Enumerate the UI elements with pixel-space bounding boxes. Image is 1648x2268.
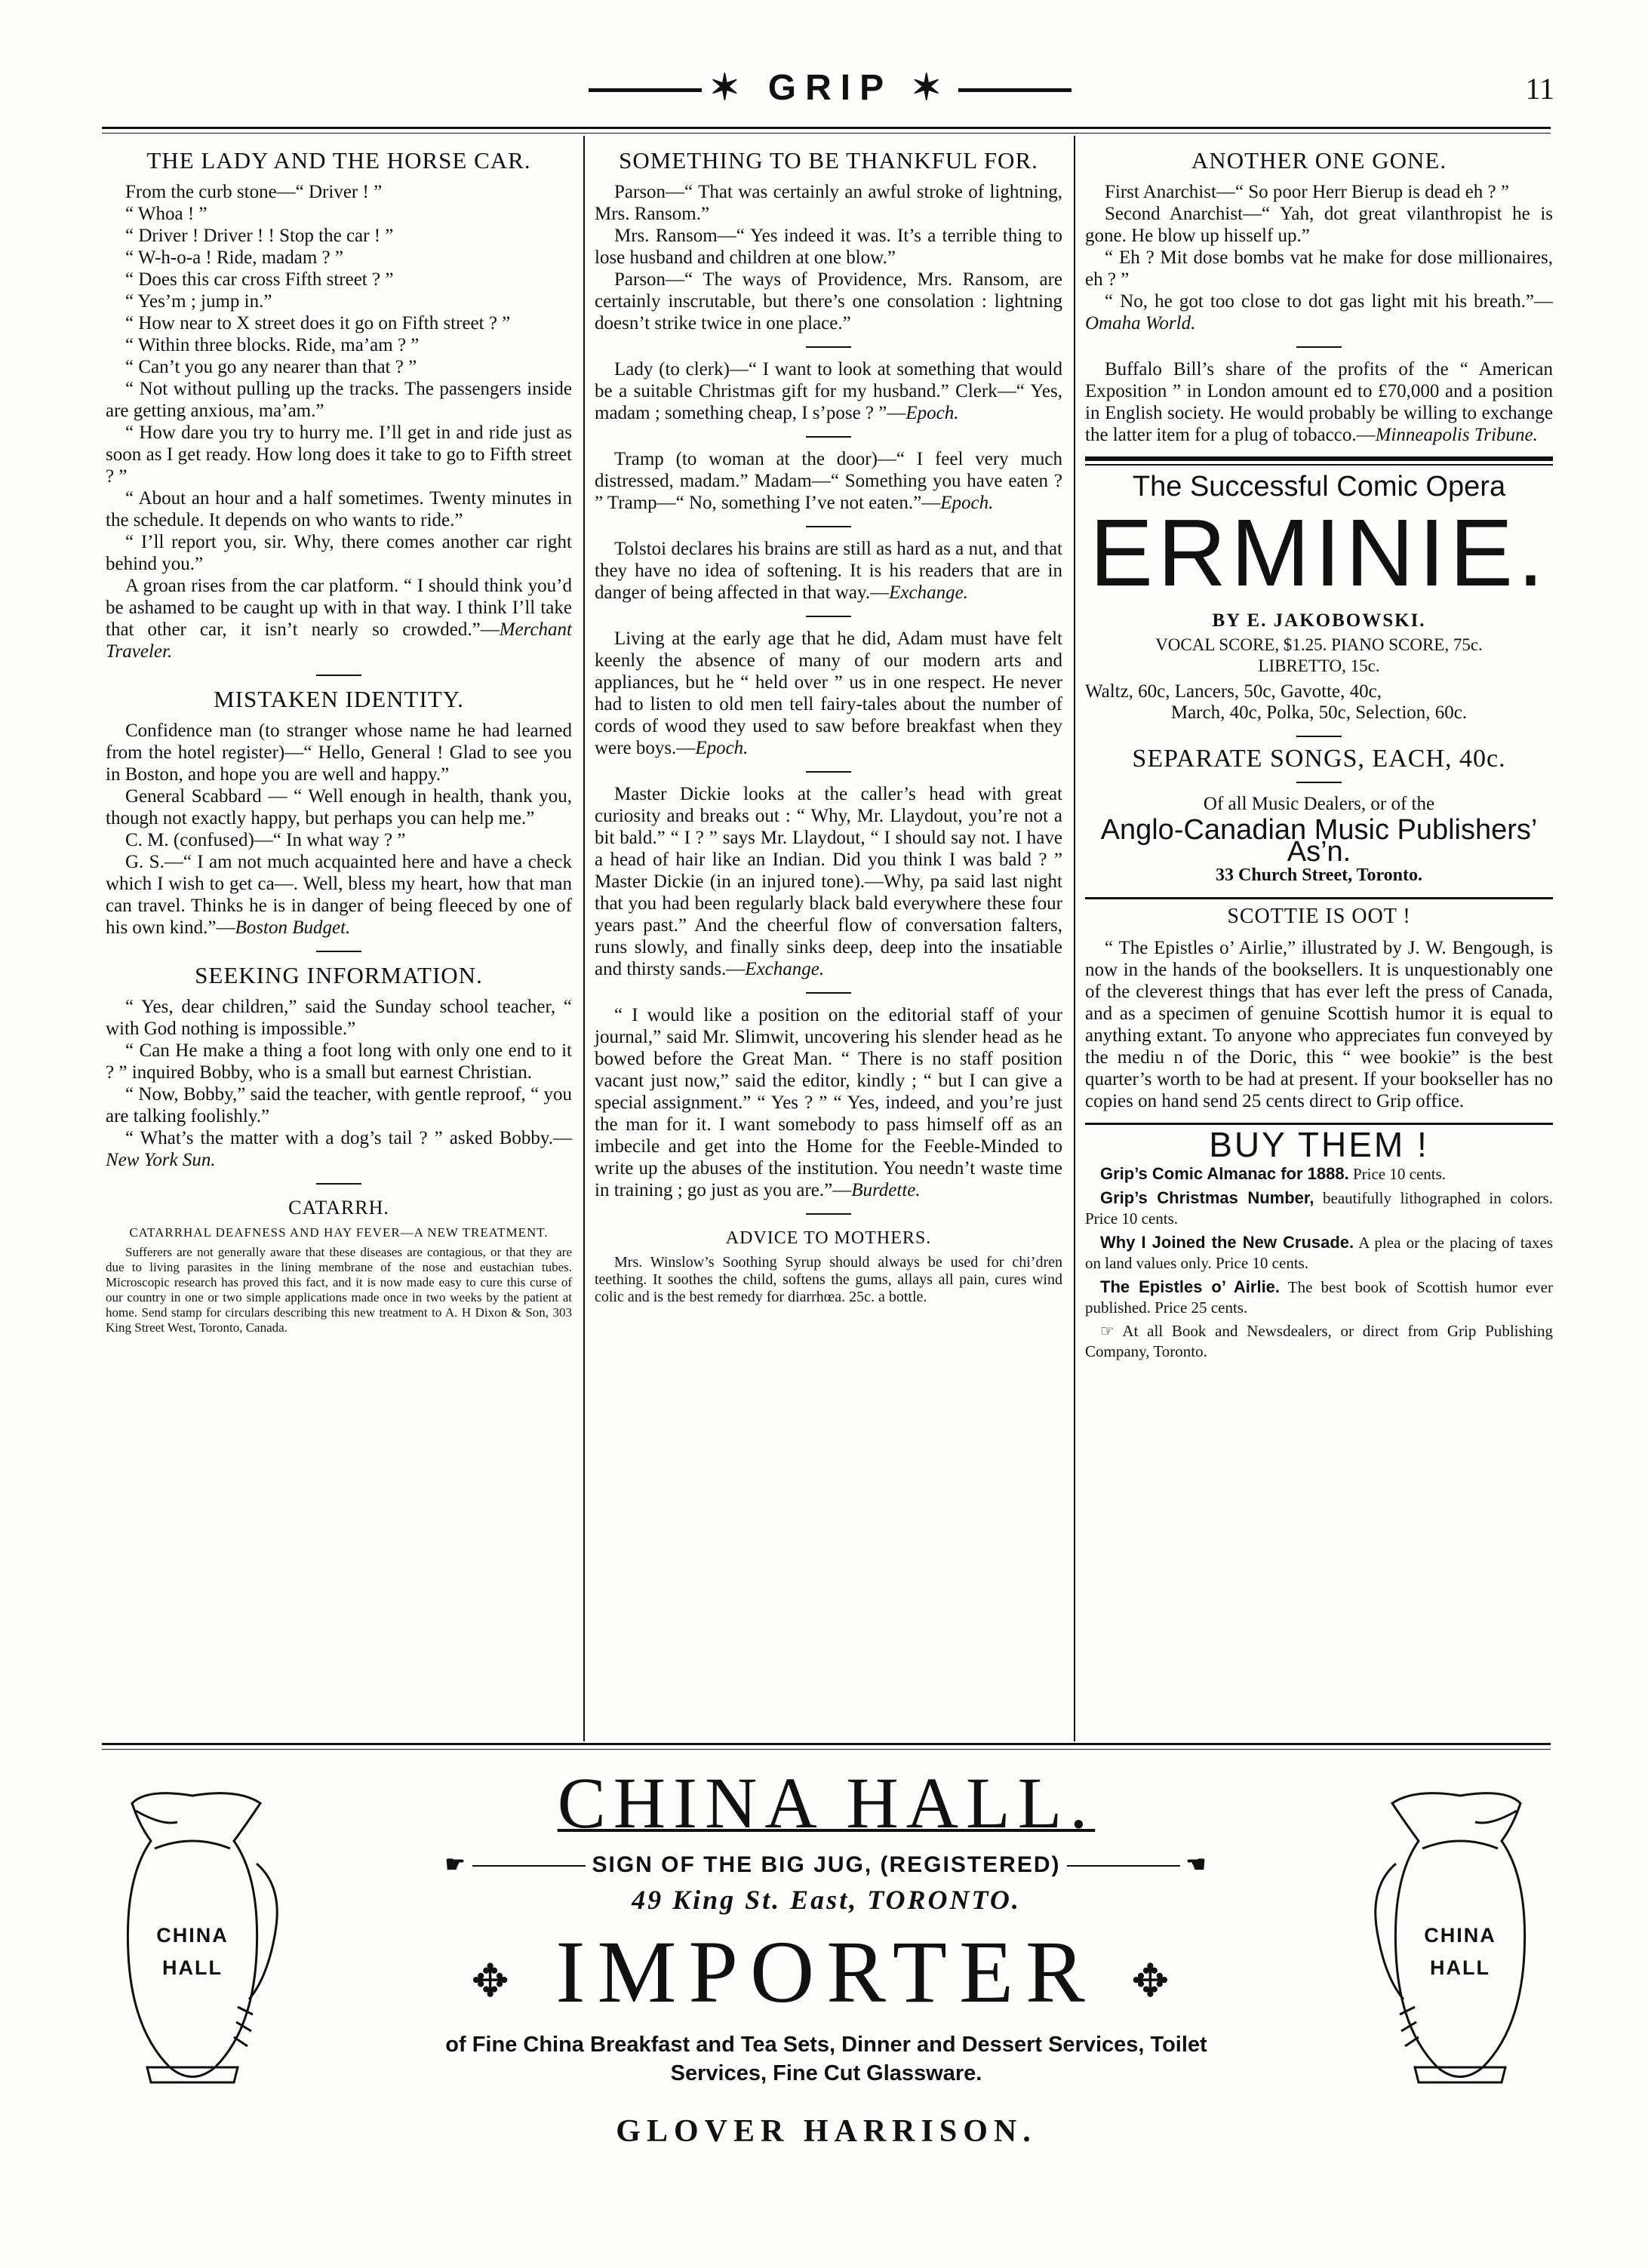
ad-composer: BY E. JAKOBOWSKI. <box>1212 610 1426 631</box>
article-mistaken-identity <box>106 687 572 939</box>
ornament-icon: ✥ <box>1131 1956 1182 2006</box>
short-item: Tramp (to woman at the door)—“ I feel very much distressed, madam.” Madam—“ Something you have eaten ? ” Tramp—“ No, something I’ve not eaten.”—Epoch. <box>595 449 1062 513</box>
paragraph: C. M. (confused)—“ In what way ? ” <box>125 830 406 850</box>
separator <box>806 616 851 617</box>
ad-title: ADVICE TO MOTHERS. <box>725 1228 932 1248</box>
article-body: “ The Epistles o’ Airlie,” illustrated by J. W. Bengough, is now in the hands of the booksellers. It is unquestionably one of the cleverest things that has ever left the press of Canada, and as a specimen of genuine Scottish humor it is equal to anything extant. To anyone who appreciates fun conveyed by the mediu n of the Doric, this “ wee bookie” is the best quarter’s worth to be had at present. If your bookseller has no copies on hand send 25 cents direct to Grip office. <box>1085 938 1553 1111</box>
ad-body: Mrs. Winslow’s Soothing Syrup should always be used for chi’dren teething. It soothes the child, softens the gums, allays all pain, cures wind colic and is the best remedy for diarrhœa. 25c. a bottle. <box>595 1254 1062 1305</box>
article-title: THE LADY AND THE HORSE CAR. <box>146 147 531 174</box>
ad-dances: Waltz, 60c, Lancers, 50c, Gavotte, 40c, <box>1085 681 1382 702</box>
jug-illustration <box>1370 1781 1551 2097</box>
separator <box>316 1183 361 1185</box>
separator <box>806 436 851 438</box>
ad-erminie <box>1085 471 1553 887</box>
paragraph: “ Can He make a thing a foot long with only one end to it ? ” inquired Bobby, who is a small but earnest Christian. <box>106 1040 572 1083</box>
column-divider <box>583 136 585 1741</box>
separator <box>806 346 851 348</box>
source-credit: Omaha World. <box>1085 313 1196 333</box>
ad-center <box>291 1762 1362 2150</box>
paragraph: “ I’ll report you, sir. Why, there comes another car right behind you.” <box>106 532 572 574</box>
paragraph: A groan rises from the car platform. “ I should think you’d be ashamed to be caught up with in that way. I think I’ll take that other car, it isn’t nearly so crowded.”—Merchant Traveler. <box>106 576 572 662</box>
source-credit: Boston Budget. <box>235 917 351 938</box>
ad-scores: VOCAL SCORE, $1.25. PIANO SCORE, 75c. <box>1155 635 1483 654</box>
short-item: Master Dickie looks at the caller’s head with great curiosity and breaks out : “ Why, Mr. Llaydout, you’re not a bit bald.” “ I ? ” says Mr. Llaydout, “ I should say not. I have a head of hair like an Indian. Did you think I was bald ? ” Master Dickie (in an injured tone).—Why, pa said last night that you had been regularly black bald everywhere these four years past.” And the cheerful flow of conversation falters, runs slowly, and finally sinks deep, deep into the insatiable and thirsty sands.—Exchange. <box>595 784 1062 979</box>
china-hall-advertisement <box>102 1743 1551 2165</box>
ad-services: of Fine China Breakfast and Tea Sets, Dinner and Dessert Services, Toilet <box>445 2032 1207 2057</box>
paragraph: General Scabbard — “ Well enough in health, thank you, though not exactly happy, but perhaps you can help me.” <box>106 786 572 828</box>
pointing-hand-icon: ☛ <box>444 1852 467 1877</box>
paragraph: “ Eh ? Mit dose bombs vat he make for dose millionaires, eh ? ” <box>1085 247 1553 290</box>
ad-publisher: Anglo-Canadian Music Publishers’ As’n. <box>1100 814 1538 868</box>
separator <box>316 675 361 676</box>
article-title: MISTAKEN IDENTITY. <box>214 686 464 712</box>
ad-heading: The Successful Comic Opera <box>1132 471 1506 502</box>
column-3 <box>1085 143 1553 1365</box>
rule-thin <box>1085 464 1553 466</box>
article-body <box>595 181 1062 334</box>
article-title: ANOTHER ONE GONE. <box>1191 147 1447 174</box>
article-another-one-gone <box>1085 148 1553 334</box>
ad-footer: ☞ At all Book and Newsdealers, or direct from Grip Publishing Company, Toronto. <box>1085 1322 1553 1360</box>
article-title: SEEKING INFORMATION. <box>195 962 483 988</box>
paragraph: From the curb stone—“ Driver ! ” <box>125 182 383 202</box>
rule-thick <box>1085 456 1553 461</box>
paragraph: G. S.—“ I am not much acquainted here and have a check which I wish to get ca—. Well, bless my heart, how that man can travel. Thinks he is in danger of being fleeced by one of his own kind.”—Boston Budget. <box>106 852 572 938</box>
header-rule <box>102 127 1551 129</box>
list-item: Why I Joined the New Crusade. A plea or the placing of taxes on land values only. Price 10 cents. <box>1085 1233 1553 1272</box>
paragraph: “ Driver ! Driver ! ! Stop the car ! ” <box>125 226 394 246</box>
source-credit: New York Sun. <box>106 1150 216 1170</box>
paragraph: “ W-h-o-a ! Ride, madam ? ” <box>125 247 344 268</box>
ad-address: 33 Church Street, Toronto. <box>1215 865 1423 885</box>
paragraph: “ How dare you try to hurry me. I’ll get in and ride just as soon as I get ready. How long does it take to go to Fifth street ? ” <box>106 423 572 487</box>
ad-body: Sufferers are not generally aware that these diseases are contagious, or that they are due to living parasites in the lining membrane of the nose and eustachian tubes. Microscopic research has proved this fact, and it is now made easy to cure this curse of our country in one or two simple applications made once in two weeks by the patient at home. Send stamp for circulars describing this new treatment to A. H Dixon & Son, 303 King Street West, Toronto, Canada. <box>106 1245 572 1335</box>
ornament-icon: ✥ <box>471 1956 521 2006</box>
column-divider <box>1074 136 1075 1741</box>
separator <box>806 992 851 994</box>
jug-illustration <box>102 1781 283 2097</box>
separator <box>806 1213 851 1215</box>
source-credit: Burdette. <box>851 1180 921 1200</box>
paragraph: Second Anarchist—“ Yah, dot great vilanthropist he is gone. He blow up hisself up.” <box>1085 204 1553 246</box>
jug-label: CHINA HALL <box>156 1924 229 1979</box>
article-body <box>106 181 572 662</box>
list-item: The Epistles o’ Airlie. The best book of Scottish humor ever published. Price 25 cents. <box>1085 1277 1553 1317</box>
article-body: Buffalo Bill’s share of the profits of the “ American Exposition ” in London amount ed to £70,000 and a position in English society. He would probably be willing to exchange the latter item for a plug of tobacco.—Minneapolis Tribune. <box>1085 359 1553 445</box>
ad-dances: March, 40c, Polka, 50c, Selection, 60c. <box>1170 702 1468 723</box>
ad-border <box>102 1743 1551 1745</box>
article-scottie <box>1085 904 1553 1112</box>
ad-catarrh <box>106 1195 572 1335</box>
ad-subtitle: CATARRHAL DEAFNESS AND HAY FEVER—A NEW TREATMENT. <box>129 1225 549 1240</box>
separator <box>1296 346 1342 348</box>
paragraph: Confidence man (to stranger whose name he had learned from the hotel register)—“ Hello, General ! Glad to see you in Boston, and hope you are well and happy.” <box>106 721 572 785</box>
ad-dealers: Of all Music Dealers, or of the <box>1203 794 1435 814</box>
ad-buy-them <box>1085 1125 1553 1362</box>
ad-list <box>1085 1163 1553 1318</box>
source-credit: Epoch. <box>940 493 994 513</box>
masthead-title: ✶ GRIP ✶ <box>106 66 1554 109</box>
article-title: SCOTTIE IS OOT ! <box>1227 905 1411 928</box>
masthead <box>106 66 1554 112</box>
ad-advice-to-mothers <box>595 1225 1062 1306</box>
paragraph: “ How near to X street does it go on Fifth street ? ” <box>125 313 511 333</box>
article-buffalo-bill <box>1085 358 1553 446</box>
short-item: Living at the early age that he did, Adam must have felt keenly the absence of many of our modern arts and appliances, but he “ held over ” us in one respect. He never had to listen to old men tell fairy-tales about the number of cords of wood they used to saw before breakfast when they were boys.—Epoch. <box>595 628 1062 758</box>
paragraph: “ Can’t you go any nearer than that ? ” <box>125 357 417 377</box>
paragraph: “ What’s the matter with a dog’s tail ? ” asked Bobby.—New York Sun. <box>106 1128 572 1170</box>
list-item: Grip’s Comic Almanac for 1888. Price 10 cents. <box>1100 1164 1447 1183</box>
source-credit: Merchant Traveler. <box>106 619 572 662</box>
page-number: 11 <box>1525 72 1554 106</box>
ad-services: Services, Fine Cut Glassware. <box>670 2061 982 2085</box>
paragraph: Mrs. Ransom—“ Yes indeed it was. It’s a terrible thing to lose husband and children at one blow.” <box>595 226 1062 268</box>
rule <box>1085 897 1553 899</box>
article-body <box>106 996 572 1171</box>
paragraph: “ Whoa ! ” <box>125 204 208 224</box>
paragraph: “ Does this car cross Fifth street ? ” <box>125 269 394 290</box>
short-item: Lady (to clerk)—“ I want to look at something that would be a suitable Christmas gift for my husband.” Clerk—“ Yes, madam ; something cheap, I s’pose ? ”—Epoch. <box>595 359 1062 423</box>
source-credit: Epoch. <box>905 403 959 423</box>
paragraph: “ Now, Bobby,” said the teacher, with gentle reproof, “ you are talking foolishly.” <box>106 1084 572 1126</box>
separator <box>1296 782 1342 783</box>
paragraph: “ Within three blocks. Ride, ma’am ? ” <box>125 335 420 355</box>
header-rule-thin <box>102 133 1551 134</box>
separator <box>1296 736 1342 737</box>
ad-address: 49 King St. East, TORONTO. <box>632 1885 1021 1915</box>
ad-title: CATARRH. <box>288 1197 389 1219</box>
article-seeking-information <box>106 963 572 1171</box>
column-1 <box>106 143 572 1335</box>
source-credit: Epoch. <box>695 738 749 758</box>
source-credit: Exchange. <box>889 582 968 603</box>
paragraph: Parson—“ That was certainly an awful stroke of lightning, Mrs. Ransom.” <box>595 182 1062 224</box>
short-item: “ I would like a position on the editorial staff of your journal,” said Mr. Slimwit, uncovering his slender head as he bowed before the Great Man. “ There is no staff position vacant just now,” said the editor, kindly ; “ but I can give a special assignment.” “ Yes ? ” “ Yes, indeed, and you’re just the man for it. I want somebody to pass himself off as an imbecile and get into the Home for the Feeble-Minded to write up the abuses of the institution. You needn’t waste time in training ; go just as you are.”—Burdette. <box>595 1005 1062 1200</box>
paragraph: “ No, he got too close to dot gas light mit his breath.”—Omaha World. <box>1085 291 1553 333</box>
article-body <box>1085 181 1553 334</box>
paragraph: “ Yes, dear children,” said the Sunday school teacher, “ with God nothing is impossible.” <box>106 997 572 1039</box>
ad-border <box>102 1749 1551 1750</box>
short-item: Tolstoi declares his brains are still as hard as a nut, and that they have no idea of softening. It is his readers that are in danger of being affected in that way.—Exchange. <box>595 539 1062 603</box>
ad-songs: SEPARATE SONGS, EACH, 40c. <box>1132 745 1506 773</box>
ad-title: ERMINIE. <box>1089 499 1549 606</box>
list-item: Grip’s Christmas Number, beautifully lithographed in colors. Price 10 cents. <box>1085 1188 1553 1228</box>
paragraph: “ About an hour and a half sometimes. Twenty minutes in the schedule. It depends on who wants to ride.” <box>106 488 572 530</box>
paragraph: Parson—“ The ways of Providence, Mrs. Ransom, are certainly inscrutable, but there’s one consolation : lightning doesn’t strike twice in one place.” <box>595 269 1062 333</box>
pointing-hand-icon: ☚ <box>1185 1852 1208 1877</box>
short-items <box>595 346 1062 1201</box>
jug-label: CHINA HALL <box>1424 1924 1496 1979</box>
ad-libretto: LIBRETTO, 15c. <box>1258 656 1380 675</box>
source-credit: Exchange. <box>745 959 825 979</box>
ad-proprietor: GLOVER HARRISON. <box>616 2113 1037 2149</box>
separator <box>806 771 851 773</box>
separator <box>316 951 361 952</box>
article-body <box>106 720 572 939</box>
column-2 <box>595 143 1062 1306</box>
paragraph: “ Not without pulling up the tracks. The passengers inside are getting anxious, ma’am.” <box>106 379 572 421</box>
ad-store-name: CHINA HALL. <box>557 1762 1096 1843</box>
paragraph: First Anarchist—“ So poor Herr Bierup is dead eh ? ” <box>1105 182 1509 202</box>
article-lady-horse-car <box>106 148 572 662</box>
article-title: SOMETHING TO BE THANKFUL FOR. <box>619 147 1038 174</box>
ad-importer: ✥ IMPORTER ✥ <box>471 1922 1182 2021</box>
article-thankful <box>595 148 1062 334</box>
ad-title: BUY THEM ! <box>1209 1125 1429 1164</box>
ad-sign: ☛ SIGN OF THE BIG JUG, (REGISTERED) ☚ <box>444 1852 1208 1877</box>
paragraph: “ Yes’m ; jump in.” <box>125 291 272 312</box>
separator <box>806 526 851 527</box>
